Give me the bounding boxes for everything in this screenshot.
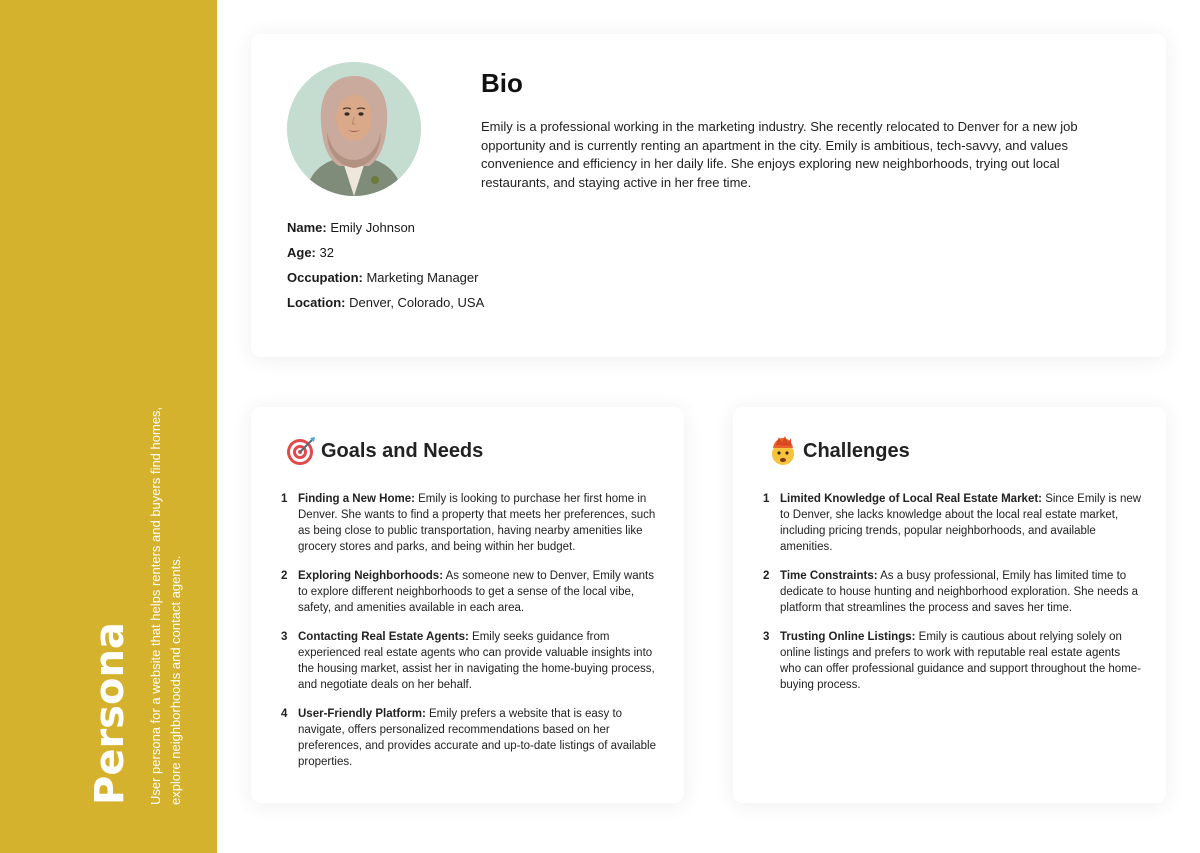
challenges-heading: Challenges — [803, 439, 910, 462]
exploding-head-icon — [767, 435, 799, 467]
item-number: 1 — [763, 493, 770, 505]
item-title: Finding a New Home: — [298, 493, 415, 505]
challenges-heading-row — [767, 435, 910, 467]
fact-value: Denver, Colorado, USA — [349, 295, 485, 310]
goals-heading: Goals and Needs — [321, 439, 484, 462]
fact-value: Marketing Manager — [366, 270, 479, 285]
item-number: 1 — [281, 493, 288, 505]
bio-text: Emily is a professional working in the marketing industry. She recently relocated to Denver for a new job opportunity and is currently renting an apartment in the city. Emily is ambitious, tech-savvy, and values convenience and efficiency in her daily life. She enjoys exploring new neighborhoods, trying out local restaurants, and staying active in her free time. — [481, 119, 1078, 190]
item-text: Emily prefers a website that is easy to navigate, offers personalized recommendations based on her preferences, and provides accurate and up-to-date listings of available properties. — [298, 708, 656, 768]
item-body — [298, 568, 661, 616]
item-body — [298, 706, 661, 770]
portrait-illustration — [287, 62, 421, 196]
list-item — [763, 629, 1143, 693]
bio-heading: Bio — [481, 68, 523, 98]
list-item — [281, 629, 661, 693]
item-body — [780, 568, 1143, 616]
sidebar — [0, 0, 217, 853]
goals-list — [281, 491, 661, 783]
fact-label: Age: — [287, 245, 316, 260]
sidebar-subtitle: User persona for a website that helps renters and buyers find homes, explore neighborhoods and contact agents. — [148, 406, 183, 805]
item-text: Since Emily is new to Denver, she lacks knowledge about the local real estate market, including pricing trends, popular neighborhoods, and available amenities. — [780, 493, 1142, 553]
list-item — [281, 491, 661, 555]
list-item — [281, 706, 661, 770]
item-body — [298, 629, 661, 693]
item-body — [780, 491, 1143, 555]
item-title: Contacting Real Estate Agents: — [298, 631, 469, 643]
goals-heading-row — [285, 435, 483, 467]
item-body — [780, 629, 1143, 693]
item-text: Emily is looking to purchase her first home in Denver. She wants to find a property that meets her preferences, such as being close to public transportation, having nearby amenities like grocery stores and parks, and being within her budget. — [298, 493, 656, 553]
fact-label: Name: — [287, 220, 327, 235]
sidebar-title: Persona — [87, 622, 133, 805]
fact-age — [287, 243, 484, 268]
item-number: 2 — [281, 570, 288, 582]
item-body — [298, 491, 661, 555]
fact-occupation — [287, 268, 484, 293]
list-item — [763, 491, 1143, 555]
challenges-card — [733, 407, 1166, 803]
fact-label: Occupation: — [287, 270, 363, 285]
item-title: Time Constraints: — [780, 570, 878, 582]
item-text: As a busy professional, Emily has limited time to dedicate to house hunting and neighborhood exploration. She needs a platform that streamlines the process and saves her time. — [780, 570, 1139, 614]
persona-facts — [287, 218, 484, 318]
item-text: Emily is cautious about relying solely on online listings and prefers to work with reputable real estate agents who can offer professional guidance and support throughout the home-buying process. — [780, 631, 1142, 691]
item-number: 3 — [281, 631, 288, 643]
challenges-list — [763, 491, 1143, 706]
persona-portrait — [287, 62, 421, 196]
item-number: 4 — [281, 708, 288, 720]
item-title: Exploring Neighborhoods: — [298, 570, 444, 582]
fact-location — [287, 293, 484, 318]
item-title: Trusting Online Listings: — [780, 631, 916, 643]
list-item — [281, 568, 661, 616]
fact-name — [287, 218, 484, 243]
list-item — [763, 568, 1143, 616]
item-text: Emily seeks guidance from experienced real estate agents who can provide valuable insights into the housing market, assist her in navigating the home-buying process, and negotiate deals on her behalf. — [298, 631, 655, 691]
item-title: User-Friendly Platform: — [298, 708, 426, 720]
item-number: 3 — [763, 631, 770, 643]
goals-card — [251, 407, 684, 803]
item-title: Limited Knowledge of Local Real Estate Market: — [780, 493, 1042, 505]
bio-card — [251, 34, 1166, 357]
item-number: 2 — [763, 570, 770, 582]
fact-label: Location: — [287, 295, 346, 310]
item-text: As someone new to Denver, Emily wants to explore different neighborhoods to get a sense of the local vibe, safety, and amenities available in each area. — [298, 570, 654, 614]
target-icon — [285, 435, 317, 467]
fact-value: Emily Johnson — [330, 220, 415, 235]
fact-value: 32 — [319, 245, 334, 260]
